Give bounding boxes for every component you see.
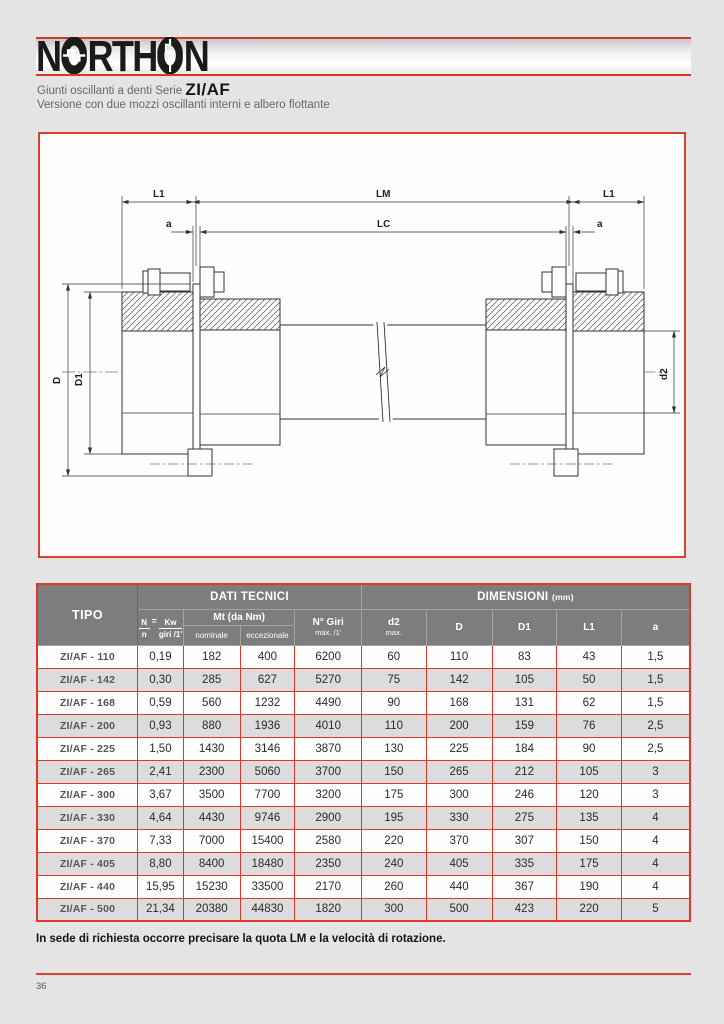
cell-a: 4 bbox=[621, 806, 690, 829]
cell-d1: 423 bbox=[492, 898, 557, 921]
cell-tipo: ZI/AF - 440 bbox=[37, 875, 138, 898]
frac-num: N bbox=[141, 617, 148, 627]
dim-label-a-left: a bbox=[166, 219, 172, 230]
col-header-mt: Mt (da Nm) bbox=[183, 609, 295, 625]
cell-d1: 307 bbox=[492, 829, 557, 852]
cell-mt-nominale: 285 bbox=[183, 668, 240, 691]
dimensioni-unit: (mm) bbox=[551, 591, 574, 602]
title-prefix: Giunti oscillanti a denti Serie bbox=[37, 85, 186, 97]
brand-letter: N bbox=[36, 32, 61, 81]
cell-mt-eccezionale: 33500 bbox=[240, 875, 295, 898]
page-number: 36 bbox=[36, 981, 47, 992]
cell-mt-eccezionale: 44830 bbox=[240, 898, 295, 921]
dim-label-d2: d2 bbox=[659, 368, 670, 380]
col-header-d1: D1 bbox=[492, 609, 557, 645]
cell-mt-eccezionale: 9746 bbox=[240, 806, 295, 829]
series-name: ZI/AF bbox=[185, 80, 231, 99]
cell-d1: 184 bbox=[492, 737, 557, 760]
cell-l1: 190 bbox=[557, 875, 622, 898]
cell-mt-eccezionale: 627 bbox=[240, 668, 295, 691]
equals-sign: = bbox=[151, 615, 157, 626]
cell-d2-max: 260 bbox=[361, 875, 426, 898]
cell-l1: 150 bbox=[557, 829, 622, 852]
cell-d2-max: 150 bbox=[361, 760, 426, 783]
cell-d: 300 bbox=[426, 783, 492, 806]
cell-mt-eccezionale: 1936 bbox=[240, 714, 295, 737]
cell-d: 168 bbox=[426, 691, 492, 714]
cell-tipo: ZI/AF - 200 bbox=[37, 714, 138, 737]
cell-mt-eccezionale: 7700 bbox=[240, 783, 295, 806]
cell-d2-max: 195 bbox=[361, 806, 426, 829]
cell-tipo: ZI/AF - 110 bbox=[37, 645, 138, 668]
cell-d: 225 bbox=[426, 737, 492, 760]
col-header-eccezionale: eccezionale bbox=[240, 625, 295, 645]
cell-giri-max: 6200 bbox=[295, 645, 362, 668]
page-subtitle: Versione con due mozzi oscillanti interni e albero flottante bbox=[37, 99, 330, 111]
header-band bbox=[36, 32, 691, 81]
cell-a: 2,5 bbox=[621, 737, 690, 760]
table-row bbox=[37, 783, 690, 806]
cell-l1: 50 bbox=[557, 668, 622, 691]
cell-l1: 220 bbox=[557, 898, 622, 921]
fraction-bar bbox=[139, 628, 150, 629]
brand-letter: RTH bbox=[87, 32, 157, 81]
cell-giri-max: 2580 bbox=[295, 829, 362, 852]
cell-mt-eccezionale: 5060 bbox=[240, 760, 295, 783]
table-row bbox=[37, 714, 690, 737]
giri-label: N° Giri bbox=[312, 617, 344, 628]
cell-giri-max: 2350 bbox=[295, 852, 362, 875]
cell-a: 1,5 bbox=[621, 668, 690, 691]
cell-mt-nominale: 182 bbox=[183, 645, 240, 668]
table-row bbox=[37, 668, 690, 691]
dim-label-lm: LM bbox=[376, 189, 391, 200]
dim-label-d: D bbox=[52, 376, 63, 384]
cell-a: 1,5 bbox=[621, 645, 690, 668]
cell-mt-nominale: 4430 bbox=[183, 806, 240, 829]
cell-kw: 0,93 bbox=[138, 714, 184, 737]
brand-logo bbox=[36, 32, 209, 81]
cell-d2-max: 300 bbox=[361, 898, 426, 921]
dim-label-a-right: a bbox=[597, 219, 603, 230]
cell-d2-max: 75 bbox=[361, 668, 426, 691]
table-row bbox=[37, 691, 690, 714]
cell-giri-max: 1820 bbox=[295, 898, 362, 921]
cell-a: 4 bbox=[621, 852, 690, 875]
cell-l1: 90 bbox=[557, 737, 622, 760]
page-title bbox=[37, 80, 330, 99]
dimensioni-label: DIMENSIONI bbox=[477, 590, 549, 603]
table-header bbox=[37, 584, 690, 645]
table-row bbox=[37, 806, 690, 829]
cell-d2-max: 220 bbox=[361, 829, 426, 852]
cell-giri-max: 3700 bbox=[295, 760, 362, 783]
cell-d1: 159 bbox=[492, 714, 557, 737]
spec-table bbox=[36, 583, 691, 922]
cell-l1: 135 bbox=[557, 806, 622, 829]
cell-mt-nominale: 2300 bbox=[183, 760, 240, 783]
cell-mt-eccezionale: 18480 bbox=[240, 852, 295, 875]
gear-o-icon bbox=[158, 37, 183, 80]
cell-mt-nominale: 20380 bbox=[183, 898, 240, 921]
cell-tipo: ZI/AF - 370 bbox=[37, 829, 138, 852]
cell-a: 4 bbox=[621, 875, 690, 898]
cell-tipo: ZI/AF - 330 bbox=[37, 806, 138, 829]
cell-d2-max: 130 bbox=[361, 737, 426, 760]
cell-d1: 275 bbox=[492, 806, 557, 829]
cell-mt-eccezionale: 3146 bbox=[240, 737, 295, 760]
cell-d: 370 bbox=[426, 829, 492, 852]
cell-l1: 175 bbox=[557, 852, 622, 875]
cell-giri-max: 5270 bbox=[295, 668, 362, 691]
cell-d2-max: 110 bbox=[361, 714, 426, 737]
table-row bbox=[37, 875, 690, 898]
fraction-bar bbox=[159, 628, 182, 629]
col-header-l1: L1 bbox=[557, 609, 622, 645]
col-header-giri bbox=[295, 609, 362, 645]
footer-rule bbox=[36, 973, 691, 975]
cell-d1: 367 bbox=[492, 875, 557, 898]
cell-kw: 0,59 bbox=[138, 691, 184, 714]
title-block bbox=[37, 80, 330, 112]
frac-den: n bbox=[141, 629, 147, 639]
cell-d1: 83 bbox=[492, 645, 557, 668]
cell-d: 405 bbox=[426, 852, 492, 875]
cell-a: 3 bbox=[621, 783, 690, 806]
cell-mt-nominale: 560 bbox=[183, 691, 240, 714]
cell-mt-nominale: 8400 bbox=[183, 852, 240, 875]
cell-a: 3 bbox=[621, 760, 690, 783]
table-row bbox=[37, 737, 690, 760]
cell-mt-nominale: 1430 bbox=[183, 737, 240, 760]
cell-d1: 105 bbox=[492, 668, 557, 691]
cell-a: 4 bbox=[621, 829, 690, 852]
cell-d2-max: 90 bbox=[361, 691, 426, 714]
drawing-box bbox=[38, 132, 686, 558]
table-row bbox=[37, 760, 690, 783]
cell-tipo: ZI/AF - 265 bbox=[37, 760, 138, 783]
table-row bbox=[37, 898, 690, 921]
cell-l1: 43 bbox=[557, 645, 622, 668]
cell-d1: 335 bbox=[492, 852, 557, 875]
cell-kw: 4,64 bbox=[138, 806, 184, 829]
cell-tipo: ZI/AF - 225 bbox=[37, 737, 138, 760]
cell-kw: 0,30 bbox=[138, 668, 184, 691]
cell-kw: 2,41 bbox=[138, 760, 184, 783]
cell-kw: 0,19 bbox=[138, 645, 184, 668]
col-header-d2 bbox=[361, 609, 426, 645]
dim-label-l1-left: L1 bbox=[153, 189, 165, 200]
cell-mt-nominale: 3500 bbox=[183, 783, 240, 806]
cell-mt-nominale: 880 bbox=[183, 714, 240, 737]
cell-kw: 15,95 bbox=[138, 875, 184, 898]
cell-giri-max: 4490 bbox=[295, 691, 362, 714]
cell-d1: 246 bbox=[492, 783, 557, 806]
giri-sub-label: max. /1' bbox=[315, 628, 342, 637]
cell-a: 2,5 bbox=[621, 714, 690, 737]
fraction-n-over-n bbox=[139, 618, 150, 639]
cell-a: 5 bbox=[621, 898, 690, 921]
frac-num: Kw bbox=[164, 617, 177, 627]
col-header-tipo: TIPO bbox=[37, 584, 138, 645]
table-body bbox=[37, 645, 690, 921]
table-row bbox=[37, 645, 690, 668]
gear-o-icon bbox=[61, 37, 86, 80]
cell-tipo: ZI/AF - 500 bbox=[37, 898, 138, 921]
cell-kw: 7,33 bbox=[138, 829, 184, 852]
cell-a: 1,5 bbox=[621, 691, 690, 714]
cell-d2-max: 240 bbox=[361, 852, 426, 875]
col-header-kw-ratio bbox=[138, 609, 184, 645]
cell-mt-eccezionale: 400 bbox=[240, 645, 295, 668]
cell-d: 142 bbox=[426, 668, 492, 691]
group-header-dati-tecnici: DATI TECNICI bbox=[138, 584, 362, 609]
dim-label-lc: LC bbox=[377, 219, 391, 230]
cell-d: 110 bbox=[426, 645, 492, 668]
group-header-dimensioni bbox=[361, 584, 690, 609]
cell-d: 500 bbox=[426, 898, 492, 921]
cell-giri-max: 3870 bbox=[295, 737, 362, 760]
table-row bbox=[37, 829, 690, 852]
cell-d1: 212 bbox=[492, 760, 557, 783]
d2-label: d2 bbox=[387, 617, 400, 628]
dim-label-l1-right: L1 bbox=[603, 189, 615, 200]
dim-label-d1: D1 bbox=[74, 373, 85, 386]
cell-kw: 3,67 bbox=[138, 783, 184, 806]
cell-giri-max: 4010 bbox=[295, 714, 362, 737]
cell-tipo: ZI/AF - 168 bbox=[37, 691, 138, 714]
cell-mt-eccezionale: 1232 bbox=[240, 691, 295, 714]
cell-tipo: ZI/AF - 142 bbox=[37, 668, 138, 691]
cell-kw: 1,50 bbox=[138, 737, 184, 760]
technical-drawing bbox=[40, 134, 684, 556]
cell-mt-nominale: 15230 bbox=[183, 875, 240, 898]
cell-d1: 131 bbox=[492, 691, 557, 714]
order-note: In sede di richiesta occorre precisare la quota LM e la velocità di rotazione. bbox=[36, 933, 446, 945]
cell-l1: 62 bbox=[557, 691, 622, 714]
cell-kw: 21,34 bbox=[138, 898, 184, 921]
cell-tipo: ZI/AF - 300 bbox=[37, 783, 138, 806]
cell-d: 200 bbox=[426, 714, 492, 737]
cell-l1: 120 bbox=[557, 783, 622, 806]
col-header-d: D bbox=[426, 609, 492, 645]
cell-d2-max: 175 bbox=[361, 783, 426, 806]
spec-table-wrap bbox=[36, 583, 691, 922]
cell-l1: 105 bbox=[557, 760, 622, 783]
cell-giri-max: 3200 bbox=[295, 783, 362, 806]
cell-d: 440 bbox=[426, 875, 492, 898]
cell-mt-nominale: 7000 bbox=[183, 829, 240, 852]
cell-d2-max: 60 bbox=[361, 645, 426, 668]
cell-giri-max: 2900 bbox=[295, 806, 362, 829]
cell-l1: 76 bbox=[557, 714, 622, 737]
cell-mt-eccezionale: 15400 bbox=[240, 829, 295, 852]
d2-sub-label: max. bbox=[385, 628, 402, 637]
fraction-kw-over-giri bbox=[159, 618, 182, 639]
cell-d: 265 bbox=[426, 760, 492, 783]
cell-tipo: ZI/AF - 405 bbox=[37, 852, 138, 875]
frac-den: giri /1' bbox=[158, 629, 183, 639]
brand-letter: N bbox=[183, 32, 209, 81]
cell-kw: 8,80 bbox=[138, 852, 184, 875]
cell-d: 330 bbox=[426, 806, 492, 829]
table-row bbox=[37, 852, 690, 875]
col-header-a: a bbox=[621, 609, 690, 645]
cell-giri-max: 2170 bbox=[295, 875, 362, 898]
col-header-nominale: nominale bbox=[183, 625, 240, 645]
